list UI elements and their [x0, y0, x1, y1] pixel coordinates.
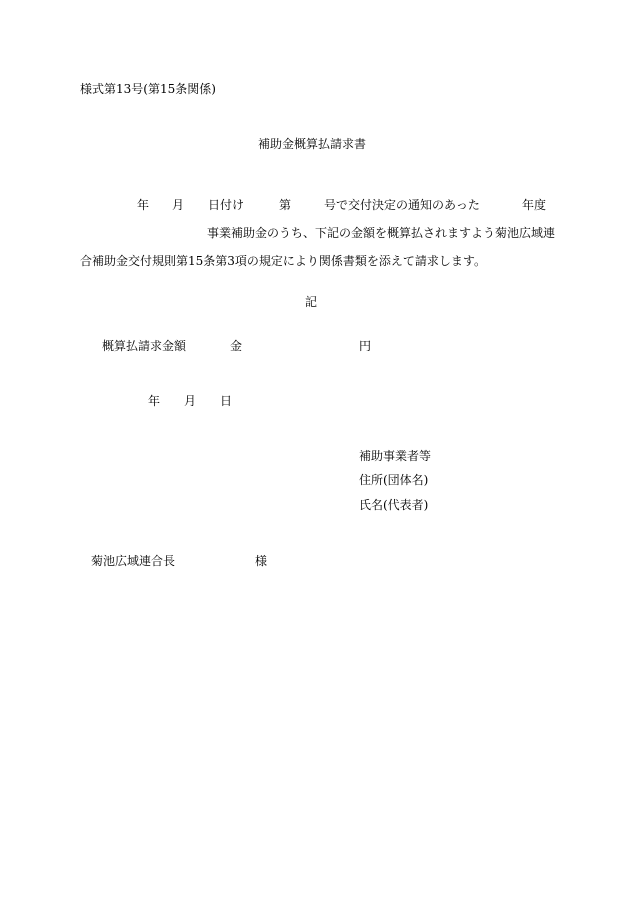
body-dai-label: 第: [279, 198, 292, 212]
body-date-suffix: 日付け: [208, 198, 245, 212]
amount-yen: 円: [359, 339, 372, 353]
document-title: 補助金概算払請求書: [258, 137, 367, 151]
body-notice-text: 号で交付決定の通知のあった: [324, 198, 480, 212]
applicant-address: 住所(団体名): [359, 473, 429, 487]
body-year-label: 年: [137, 198, 150, 212]
date-day-label: 日: [220, 394, 233, 408]
date-month-label: 月: [184, 394, 197, 408]
addressee-name: 菊池広域連合長: [91, 554, 176, 568]
applicant-role: 補助事業者等: [359, 449, 432, 463]
amount-label: 概算払請求金額: [102, 339, 187, 353]
amount-kin: 金: [230, 339, 243, 353]
ki-heading: 記: [305, 295, 318, 309]
body-line-2: 事業補助金のうち、下記の金額を概算払されますよう菊池広域連: [207, 226, 556, 240]
form-number: 様式第13号(第15条関係): [80, 82, 216, 96]
date-year-label: 年: [148, 394, 161, 408]
addressee-honorific: 様: [255, 554, 268, 568]
body-month-label: 月: [172, 198, 185, 212]
body-fiscal-year-label: 年度: [522, 198, 547, 212]
applicant-name: 氏名(代表者): [359, 498, 429, 512]
body-line-3: 合補助金交付規則第15条第3項の規定により関係書類を添えて請求します。: [80, 254, 486, 268]
